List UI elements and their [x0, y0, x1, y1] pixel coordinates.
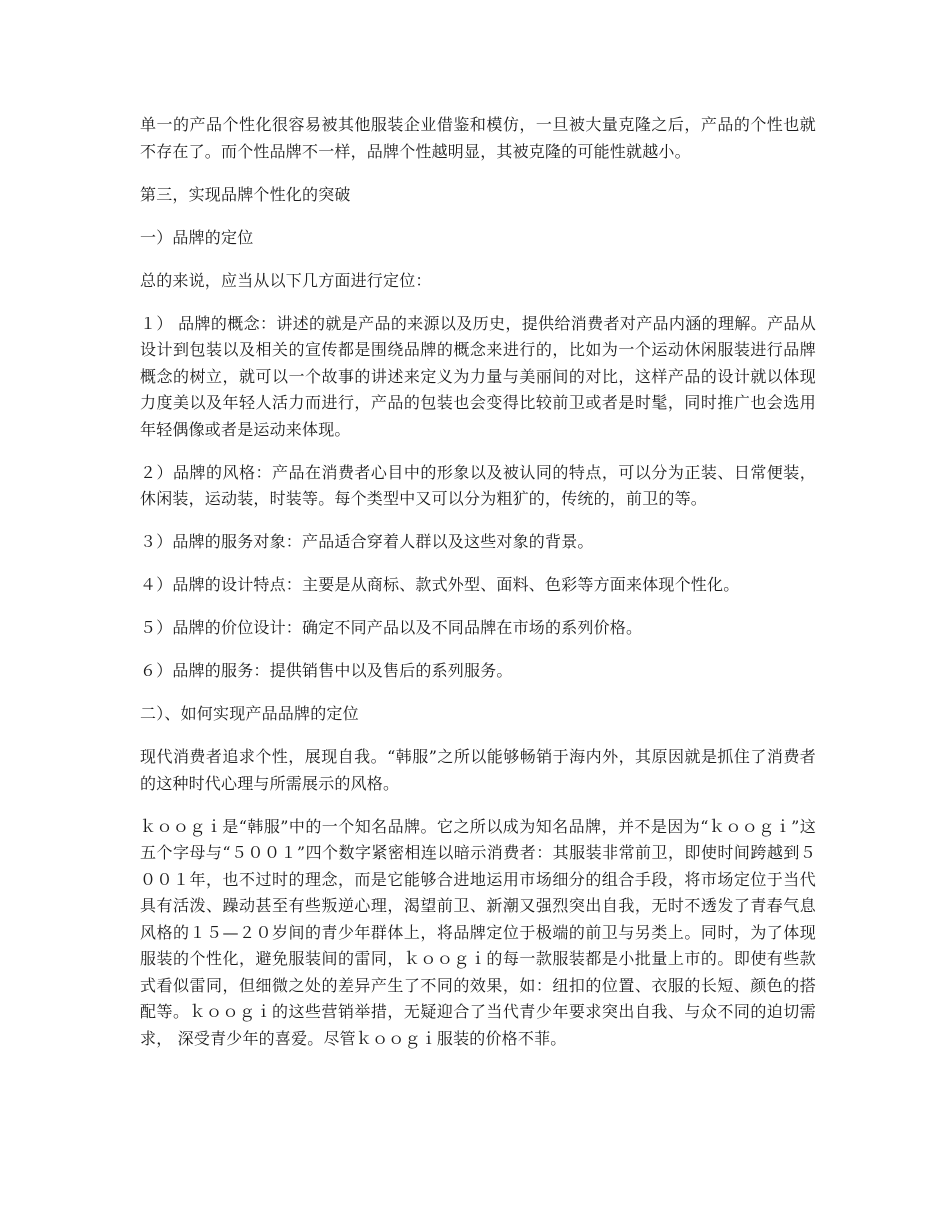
document-page	[140, 112, 816, 1069]
list-item-brand-concept: １） 品牌的概念：讲述的就是产品的来源以及历史，提供给消费者对产品内涵的理解。产品从设计到包装以及相关的宣传都是围绕品牌的概念来进行的，比如为一个运动休闲服装进行品牌概念的树立，就可以一个故事的讲述来定义为力量与美丽间的对比，这样产品的设计就以体现力度美以及年轻人活力而进行，产品的包装也会变得比较前卫或者是时髦，同时推广也会选用年轻偶像或者是运动来体现。	[140, 313, 816, 439]
list-item-brand-audience: ３）品牌的服务对象：产品适合穿着人群以及这些对象的背景。	[140, 532, 594, 551]
list-item-brand-design: ４）品牌的设计特点：主要是从商标、款式外型、面料、色彩等方面来体现个性化。	[140, 575, 740, 594]
section-heading-brand-breakthrough: 第三，实现品牌个性化的突破	[140, 184, 351, 204]
list-item-brand-style: ２）品牌的风格：产品在消费者心目中的形象以及被认同的特点，可以分为正装、日常便装，休闲装，运动装，时装等。每个类型中又可以分为粗犷的，传统的，前卫的等。	[140, 462, 816, 508]
paragraph-positioning-overview: 总的来说，应当从以下几方面进行定位：	[140, 270, 432, 290]
paragraph-korean-fashion: 现代消费者追求个性，展现自我。“韩服”之所以能够畅销于海内外，其原因就是抓住了消费者的这种时代心理与所需展示的风格。	[140, 747, 816, 793]
list-item-brand-pricing: ５）品牌的价位设计：确定不同产品以及不同品牌在市场的系列价格。	[140, 618, 643, 637]
paragraph-koogi-case: ｋｏｏｇｉ是“韩服”中的一个知名品牌。它之所以成为知名品牌，并不是因为“ｋｏｏｇｉ”这五个字母与“５００１”四个数字紧密相连以暗示消费者：其服装非常前卫，即使时间跨越到５００１年，也不过时的理念，而是它能够合进地运用市场细分的组合手段，将市场定位于当代具有活泼、躁动甚至有些叛逆心理，渴望前卫、新潮又强烈突出自我，无时不透发了青春气息风格的１５—２０岁间的青少年群体上，将品牌定位于极端的前卫与另类上。同时，为了体现服装的个性化，避免服装间的雷同，ｋｏｏｇｉ的每一款服装都是小批量上市的。即使有些款式看似雷同，但细微之处的差异产生了不同的效果，如：纽扣的位置、衣服的长短、颜色的搭配等。ｋｏｏｇｉ的这些营销举措，无疑迎合了当代青少年要求突出自我、与众不同的迫切需求， 深受青少年的喜爱。尽管ｋｏｏｇｉ服装的价格不菲。	[140, 816, 816, 1048]
subheading-how-to-position: 二）、如何实现产品品牌的定位	[140, 704, 359, 723]
subheading-brand-positioning: 一）品牌的定位	[140, 227, 254, 247]
paragraph-intro: 单一的产品个性化很容易被其他服装企业借鉴和模仿，一旦被大量克隆之后，产品的个性也就不存在了。而个性品牌不一样，品牌个性越明显，其被克隆的可能性就越小。	[140, 115, 816, 161]
list-item-brand-service: ６）品牌的服务：提供销售中以及售后的系列服务。	[140, 661, 513, 680]
